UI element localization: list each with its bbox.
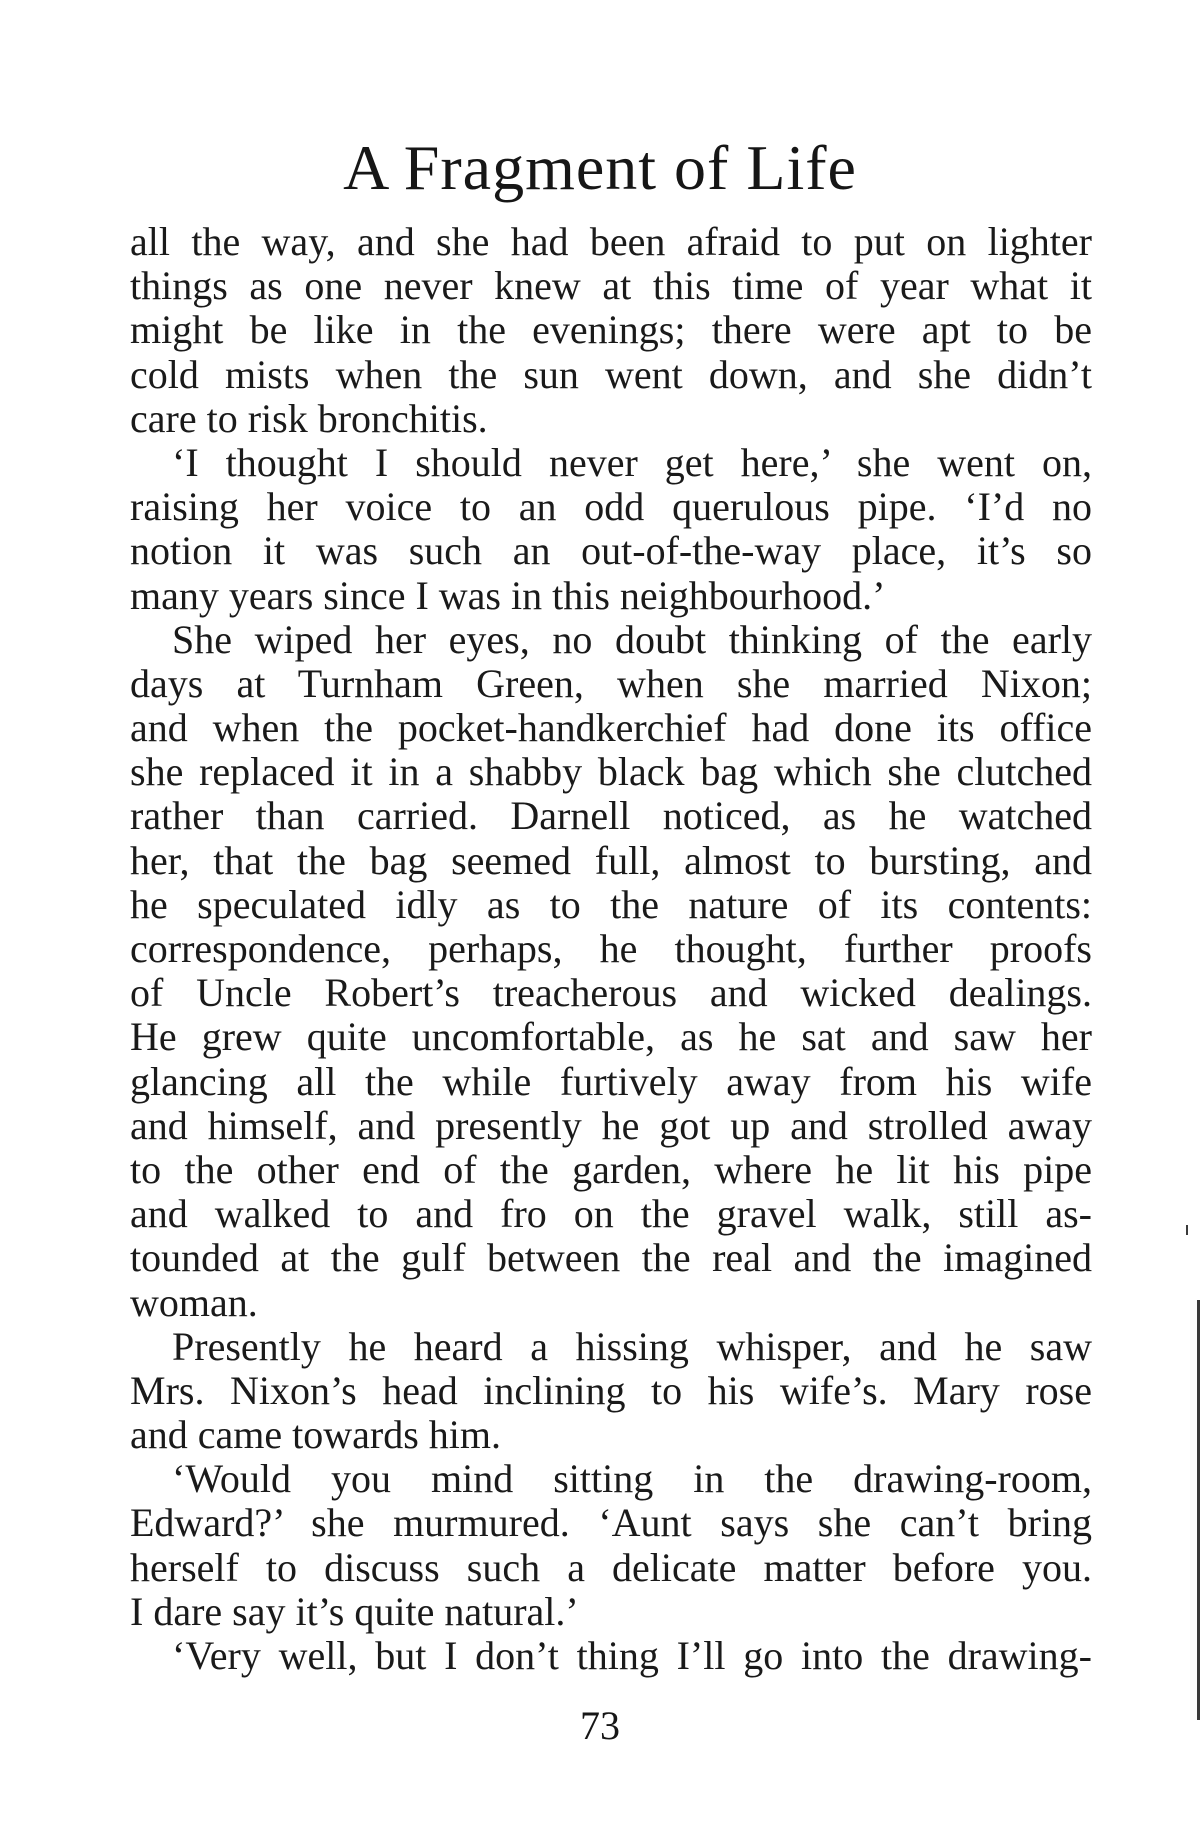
text-line: he speculated idly as to the nature of its contents: <box>130 882 1092 927</box>
text-line: woman. <box>130 1280 258 1325</box>
text-line: of Uncle Robert’s treacherous and wicked dealings. <box>130 971 1092 1016</box>
body-text <box>130 220 1092 1678</box>
text-line: things as one never knew at this time of year what it <box>130 264 1092 309</box>
text-line: and himself, and presently he got up and strolled away <box>130 1103 1092 1148</box>
text-line: all the way, and she had been afraid to put on lighter <box>130 220 1092 264</box>
text-line: might be like in the evenings; there were apt to be <box>130 308 1092 353</box>
text-line: raising her voice to an odd querulous pipe. ‘I’d no <box>130 485 1092 530</box>
text-line: notion it was such an out-of-the-way place, it’s so <box>130 529 1092 574</box>
text-line: glancing all the while furtively away from his wife <box>130 1059 1092 1104</box>
text-line: Edward?’ she murmured. ‘Aunt says she can’t bring <box>130 1501 1092 1546</box>
page-number: 73 <box>580 1703 620 1748</box>
text-line: She wiped her eyes, no doubt thinking of the early <box>172 617 1092 662</box>
text-line: correspondence, perhaps, he thought, further proofs <box>130 927 1092 971</box>
text-line: days at Turnham Green, when she married Nixon; <box>130 661 1092 706</box>
text-line: He grew quite uncomfortable, as he sat and saw her <box>130 1015 1092 1060</box>
text-line: cold mists when the sun went down, and she didn’t <box>130 352 1092 397</box>
text-line: many years since I was in this neighbourhood.’ <box>130 573 886 618</box>
text-line: tounded at the gulf between the real and the imagined <box>130 1236 1092 1281</box>
text-line: ‘Very well, but I don’t thing I’ll go into the drawing- <box>172 1634 1092 1678</box>
text-line: ‘Would you mind sitting in the drawing-room, <box>172 1457 1092 1502</box>
text-line: I dare say it’s quite natural.’ <box>130 1589 579 1634</box>
text-line: Presently he heard a hissing whisper, and he saw <box>172 1324 1092 1369</box>
text-line: her, that the bag seemed full, almost to bursting, and <box>130 838 1092 883</box>
text-line: Mrs. Nixon’s head inclining to his wife’s. Mary rose <box>130 1368 1092 1413</box>
scan-edge-mark <box>1186 1225 1188 1235</box>
text-line: she replaced it in a shabby black bag which she clutched <box>130 750 1092 795</box>
text-line: and when the pocket-handkerchief had done its office <box>130 706 1092 751</box>
text-line: rather than carried. Darnell noticed, as he watched <box>130 794 1092 839</box>
text-line: and came towards him. <box>130 1413 501 1458</box>
text-line: ‘I thought I should never get here,’ she went on, <box>172 440 1092 485</box>
text-line: and walked to and fro on the gravel walk, still as- <box>130 1192 1092 1237</box>
text-line: care to risk bronchitis. <box>130 396 488 441</box>
running-head: A Fragment of Life <box>343 132 857 203</box>
text-line: herself to discuss such a delicate matter before you. <box>130 1545 1092 1590</box>
text-line: to the other end of the garden, where he lit his pipe <box>130 1147 1092 1192</box>
